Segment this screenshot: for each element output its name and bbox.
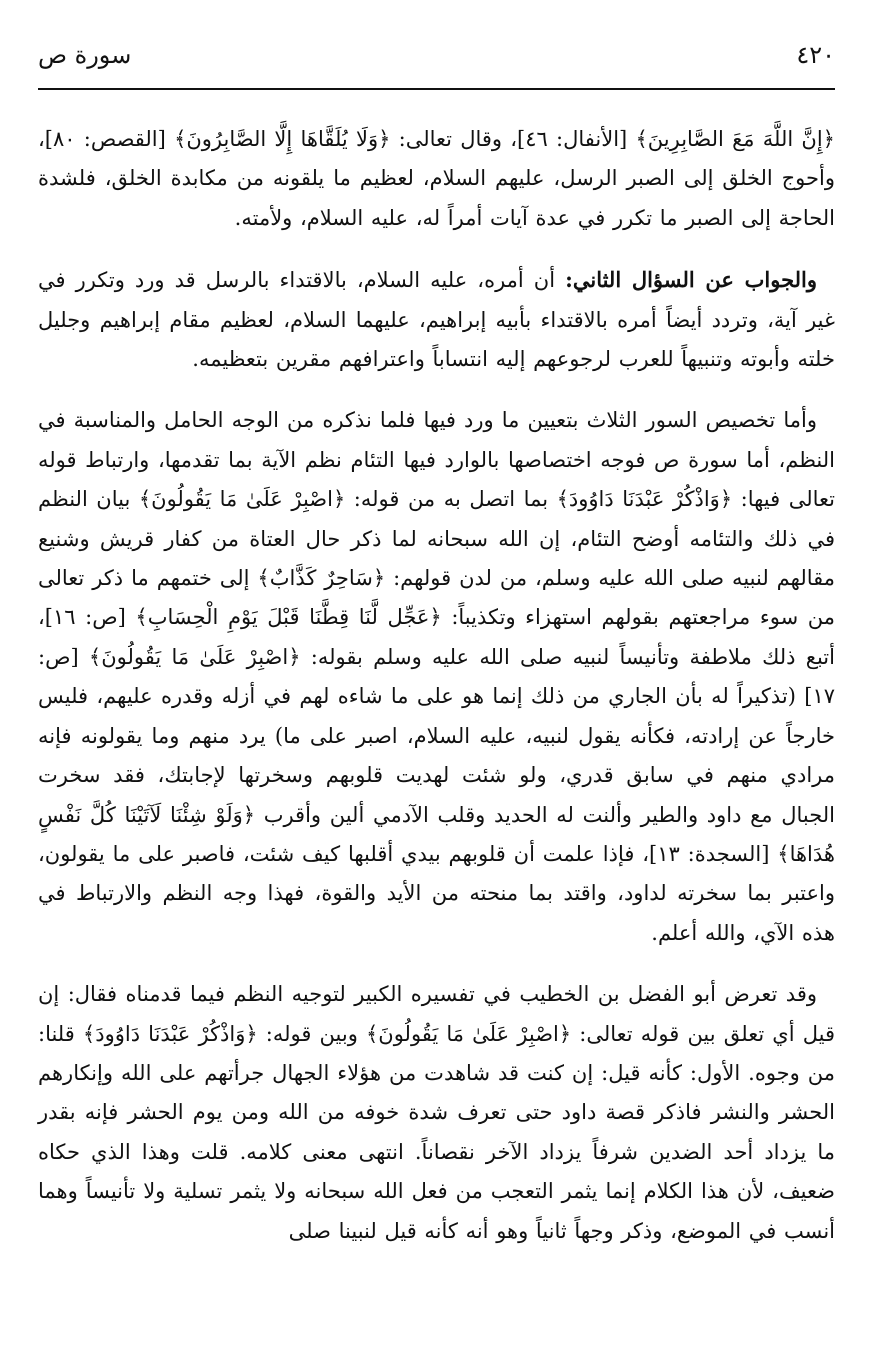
paragraph-text: ﴿إِنَّ اللَّهَ مَعَ الصَّابِرِينَ﴾ [الأنفال: ٤٦]، وقال تعالى: ﴿وَلَا يُلَقَّاهَا إِلَّا الصَّابِرُونَ﴾ [القصص: ٨٠]، وأحوج الخلق إلى الصبر الرسل، عليهم السلام، لعظيم ما يلقونه من مكابدة الخلق، فلشدة الحاجة إلى الصبر ما تكرر في عدة آيات أمراً له، عليه السلام، ولأمته. — [38, 127, 835, 230]
paragraph-3 — [38, 401, 835, 953]
page — [38, 0, 835, 1355]
running-title: سورة ص — [38, 41, 132, 69]
paragraph-2 — [38, 260, 835, 379]
paragraph-text: أن أمره، عليه السلام، بالاقتداء بالرسل قد ورد وتكرر في غير آية، وتردد أيضاً أمره بالاقتداء بأبيه إبراهيم، عليهما السلام، لعظيم مقام إبراهيم وجليل خلته وأبوته وتنبيهاً للعرب لرجوعهم إليه انتساباً واعترافهم مقرين بتعظيمه. — [38, 268, 835, 372]
paragraph-4 — [38, 975, 835, 1251]
page-header — [38, 36, 835, 90]
page-body — [38, 120, 835, 1273]
page-number: ٤٢٠ — [796, 41, 835, 69]
paragraph-text: وقد تعرض أبو الفضل بن الخطيب في تفسيره الكبير لتوجيه النظم فيما قدمناه فقال: إن قيل أي تعلق بين قوله تعالى: ﴿اصْبِرْ عَلَىٰ مَا يَقُولُونَ﴾ وبين قوله: ﴿وَاذْكُرْ عَبْدَنَا دَاوُودَ﴾ قلنا: من وجوه. الأول: كأنه قيل: إن كنت قد شاهدت من هؤلاء الجهال جرأتهم على الله وإنكارهم الحشر والنشر فاذكر قصة داود حتى تعرف شدة خوفه من الله ومن يوم الحشر فإنه بقدر ما يزداد أحد الضدين شرفاً يزداد الآخر نقصاناً. انتهى معنى كلامه. قلت وهذا الذي حكاه ضعيف، لأن هذا الكلام إنما يثمر التعجب من فعل الله سبحانه ولا يثمر تسلية ولا تأنيساً وهما أنسب في الموضع، وذكر وجهاً ثانياً وهو أنه كأنه قيل لنبينا صلى — [38, 982, 836, 1243]
paragraph-lead: والجواب عن السؤال الثاني: — [565, 267, 818, 293]
paragraph-1 — [38, 120, 835, 238]
paragraph-text: وأما تخصيص السور الثلاث بتعيين ما ورد فيها فلما نذكره من الوجه الحامل والمناسبة في النظم، أما سورة ص فوجه اختصاصها بالوارد فيها التئام نظم الآية بما تقدمها، وارتباط قوله تعالى فيها: ﴿وَاذْكُرْ عَبْدَنَا دَاوُودَ﴾ بما اتصل به من قوله: ﴿اصْبِرْ عَلَىٰ مَا يَقُولُونَ﴾ بيان النظم في ذلك والتئامه أوضح التئام، إن الله سبحانه لما ذكر حال العتاة من كفار قريش وشنيع مقالهم لنبيه صلى الله عليه وسلم، من لدن قولهم: ﴿سَاحِرٌ كَذَّابٌ﴾ إلى ختمهم ما ذكر تعالى من سوء مراجعتهم بقولهم استهزاء وتكذيباً: ﴿عَجِّل لَّنَا قِطَّنَا قَبْلَ يَوْمِ الْحِسَابِ﴾ [ص: ١٦]، أتبع ذلك ملاطفة وتأنيساً لنبيه صلى الله عليه وسلم بقوله: ﴿اصْبِرْ عَلَىٰ مَا يَقُولُونَ﴾ [ص: ١٧] (تذكيراً له بأن الجاري من ذلك إنما هو على ما شاءه لهم في أزله وقدره عليهم، فليس خارجاً عن إرادته، فكأنه يقول لنبيه، عليه السلام، اصبر على ما) يرد منهم وما يقولونه فإنه مرادي منهم في سابق قدري، ولو شئت لهديت قلوبهم وسخرتها لإجابتك، فقد سخرت الجبال مع داود والطير وألنت له الحديد وقلب الآدمي ألين وأقرب ﴿وَلَوْ شِئْنَا لَآتَيْنَا كُلَّ نَفْسٍ هُدَاهَا﴾ [السجدة: ١٣]، فإذا علمت أن قلوبهم بيدي أقلبها كيف شئت، فاصبر على ما يقولون، واعتبر بما سخرته لداود، واقتد بما منحته من الأيد والقوة، فهذا وجه النظم والارتباط في هذه الآي، والله أعلم. — [38, 408, 835, 945]
